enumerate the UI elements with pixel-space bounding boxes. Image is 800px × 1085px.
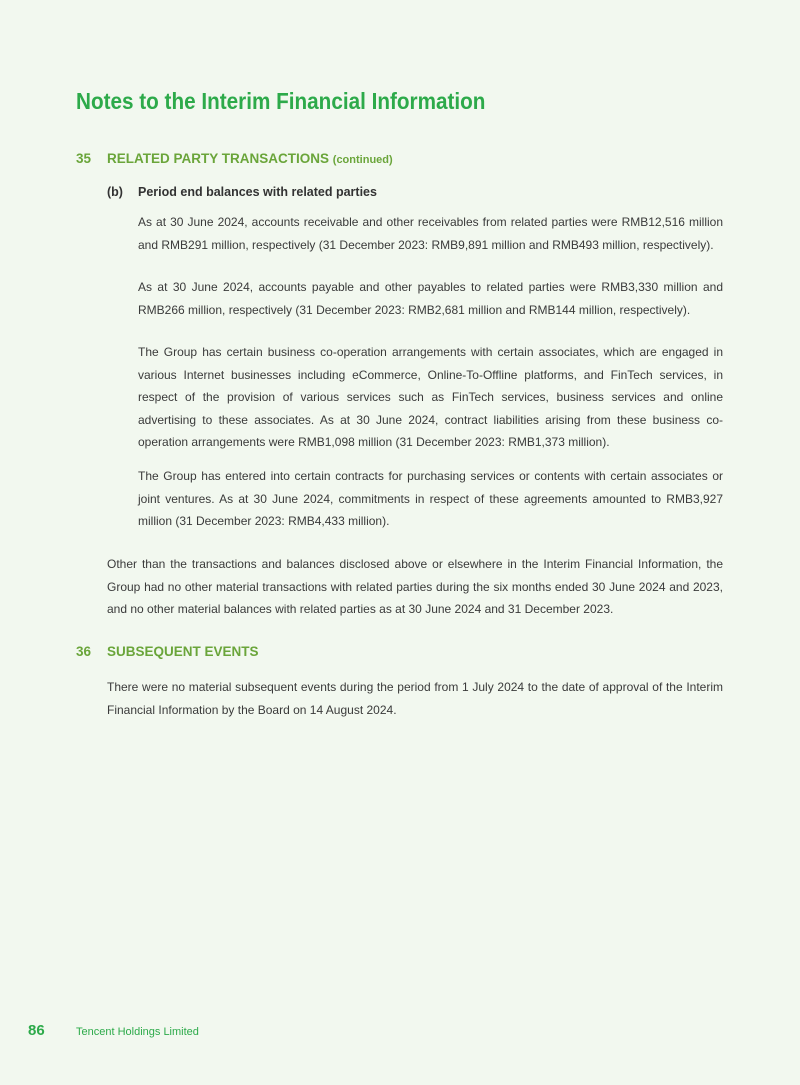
paragraph-closing: Other than the transactions and balances disclosed above or elsewhere in the Interim Financial Information, the Group had no other material transactions with related parties during the six months ended 30 June 2024 and 2023, and no other material balances with related parties as at 30 June 2024 and 31 December 2023. [107, 557, 723, 616]
page-number: 86 [28, 1022, 45, 1039]
paragraph-subsequent-events: There were no material subsequent events during the period from 1 July 2024 to the date of approval of the Interim Financial Information by the Board on 14 August 2024. [107, 680, 723, 717]
subsection-b-heading [107, 185, 377, 199]
paragraph-commitments: The Group has entered into certain contracts for purchasing services or contents with certain associates or joint ventures. As at 30 June 2024, commitments in respect of these agreements amounted to RMB3,927 million (31 December 2023: RMB4,433 million). [138, 469, 723, 528]
section-36-heading [76, 644, 259, 659]
company-name: Tencent Holdings Limited [76, 1026, 199, 1038]
subsection-title: Period end balances with related parties [138, 185, 377, 199]
section-title: RELATED PARTY TRANSACTIONS [107, 151, 330, 166]
page-title: Notes to the Interim Financial Information [76, 88, 486, 114]
page-footer [28, 1022, 199, 1040]
subsection-letter: (b) [107, 185, 123, 199]
section-title: SUBSEQUENT EVENTS [107, 644, 259, 659]
section-number: 35 [76, 151, 92, 166]
paragraph-receivables: As at 30 June 2024, accounts receivable and other receivables from related parties were RMB12,516 million and RMB291 million, respectively (31 December 2023: RMB9,891 million and RMB493 million, respectively). [138, 215, 723, 252]
section-35-heading [76, 151, 393, 166]
paragraph-cooperation: The Group has certain business co-operation arrangements with certain associates, which are engaged in various Internet businesses including eCommerce, Online-To-Offline platforms, and FinTech services, in respect of the provision of various services such as FinTech services, business services and online advertising to these associates. As at 30 June 2024, contract liabilities arising from these business co-operation arrangements were RMB1,098 million (31 December 2023: RMB1,373 million). [138, 345, 723, 449]
section-number: 36 [76, 644, 92, 659]
continued-label: (continued) [332, 154, 393, 166]
paragraph-payables: As at 30 June 2024, accounts payable and other payables to related parties were RMB3,330 million and RMB266 million, respectively (31 December 2023: RMB2,681 million and RMB144 million, respectively). [138, 280, 723, 317]
